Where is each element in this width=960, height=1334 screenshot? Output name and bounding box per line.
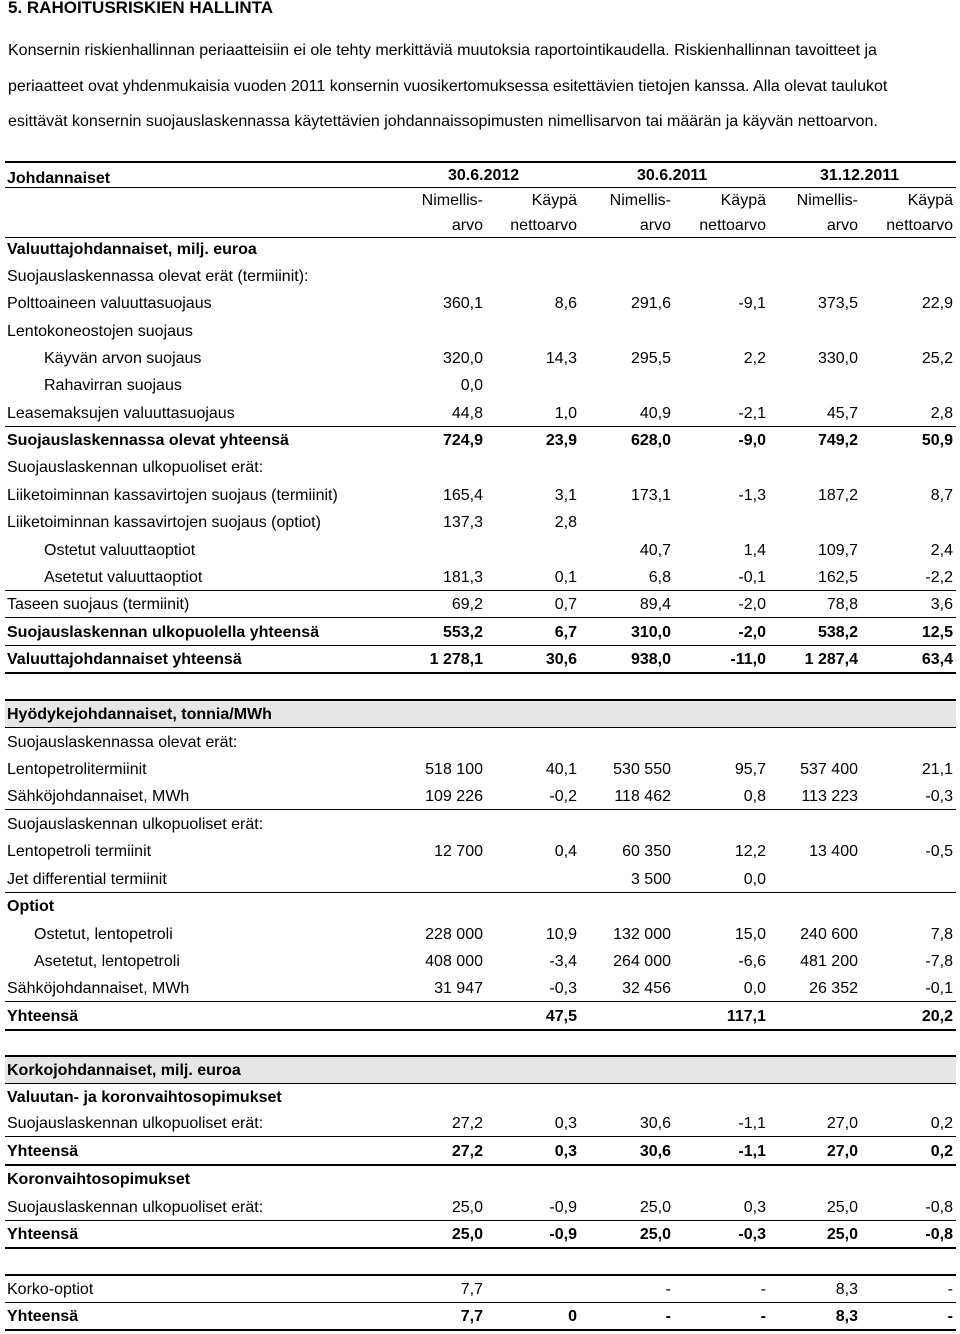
row-value: 295,5	[630, 350, 671, 367]
row-value: 3,1	[554, 487, 577, 504]
header-subtitle: Käypä	[907, 192, 953, 209]
table-row	[0, 921, 960, 948]
row-value: 25,0	[826, 1226, 858, 1243]
row-value: -0,3	[925, 788, 953, 805]
row-value: 1,0	[554, 405, 577, 422]
row-value: 3,6	[930, 596, 953, 613]
row-value: 6,8	[648, 569, 671, 586]
table-row	[0, 756, 960, 783]
row-value: 30,6	[639, 1143, 671, 1160]
row-label: Jet differential termiinit	[7, 871, 167, 888]
row-label: Rahavirran suojaus	[44, 377, 182, 394]
row-value: 0,3	[554, 1115, 577, 1132]
table-row	[0, 591, 960, 618]
row-value: 12 700	[434, 843, 483, 860]
row-value: 7,7	[460, 1281, 483, 1298]
header-subtitle: arvo	[826, 217, 858, 234]
row-value: 530 550	[613, 761, 671, 778]
row-label: Lentokoneostojen suojaus	[7, 323, 193, 340]
row-value: 165,4	[442, 487, 483, 504]
row-label: Koronvaihtosopimukset	[7, 1171, 191, 1188]
row-value: 27,2	[451, 1143, 483, 1160]
row-value: 553,2	[442, 624, 483, 641]
intro-line: Konsernin riskienhallinnan periaatteisiin ei ole tehty merkittäviä muutoksia raportointikaudella. Riskienhallinnan tavoitteet ja	[8, 42, 877, 59]
row-value: 50,9	[921, 432, 953, 449]
row-label: Optiot	[7, 898, 55, 915]
row-label: Suojauslaskennan ulkopuoliset erät:	[7, 816, 264, 833]
row-value: 22,9	[921, 295, 953, 312]
row-value: 109 226	[425, 788, 483, 805]
row-value: 25,0	[451, 1199, 483, 1216]
row-value: -0,8	[925, 1226, 953, 1243]
row-value: 1,4	[743, 542, 766, 559]
table-row	[0, 1221, 960, 1248]
row-value: -0,3	[549, 980, 577, 997]
table-row	[0, 866, 960, 893]
row-value: 25,0	[451, 1226, 483, 1243]
row-value: -	[665, 1308, 671, 1325]
row-value: 27,0	[826, 1115, 858, 1132]
table-row	[0, 318, 960, 345]
row-value: 1 278,1	[429, 651, 483, 668]
row-value: 40,1	[545, 761, 577, 778]
table-row	[0, 427, 960, 454]
row-value: -0,2	[549, 788, 577, 805]
table-row	[0, 372, 960, 399]
row-value: 3 500	[630, 871, 671, 888]
table-row	[0, 1166, 960, 1193]
row-value: -2,2	[925, 569, 953, 586]
row-value: 118 462	[614, 788, 671, 805]
row-value: 0,3	[554, 1143, 577, 1160]
table-rule	[5, 809, 956, 810]
section-heading	[0, 236, 960, 263]
row-value: 481 200	[800, 953, 858, 970]
row-value: 109,7	[817, 542, 858, 559]
row-label: Yhteensä	[7, 1008, 79, 1025]
header-subtitle: Nimellis-	[421, 192, 483, 209]
table-row	[0, 509, 960, 536]
row-value: 173,1	[630, 487, 671, 504]
table-row	[0, 811, 960, 838]
table-rule	[5, 1274, 956, 1276]
row-value: 2,2	[743, 350, 766, 367]
row-label: Liiketoiminnan kassavirtojen suojaus (optiot)	[7, 514, 321, 531]
row-value: 63,4	[921, 651, 953, 668]
row-label: Korko-optiot	[7, 1281, 94, 1298]
table-row	[0, 400, 960, 427]
row-value: 2,8	[554, 514, 577, 531]
table-rule	[5, 617, 956, 618]
row-value: 291,6	[630, 295, 671, 312]
row-label: Suojauslaskennan ulkopuoliset erät:	[7, 1199, 264, 1216]
row-value: 26 352	[809, 980, 858, 997]
table-row	[0, 1303, 960, 1330]
row-value: -1,1	[738, 1143, 766, 1160]
row-value: 938,0	[630, 651, 671, 668]
table-row	[0, 646, 960, 673]
row-label: Lentopetrolitermiinit	[7, 761, 147, 778]
table-row	[0, 454, 960, 481]
row-value: 10,9	[545, 926, 577, 943]
row-value: 724,9	[442, 432, 483, 449]
row-value: 162,5	[817, 569, 858, 586]
table-rule	[5, 727, 956, 728]
row-value: 0,0	[743, 980, 766, 997]
table-row	[0, 345, 960, 372]
row-label: Lentopetroli termiinit	[7, 843, 152, 860]
row-value: 181,3	[442, 569, 483, 586]
row-value: 0,7	[554, 596, 577, 613]
row-label: Suojauslaskennassa olevat erät:	[7, 734, 238, 751]
row-label: Valuuttajohdannaiset yhteensä	[7, 651, 242, 668]
row-value: 373,5	[817, 295, 858, 312]
row-label: Suojauslaskennassa olevat erät (termiinit):	[7, 268, 309, 285]
table-row	[0, 1276, 960, 1303]
table-row	[0, 1003, 960, 1030]
row-value: 78,8	[826, 596, 858, 613]
row-value: -	[947, 1308, 953, 1325]
row-value: 89,4	[639, 596, 671, 613]
row-value: -9,1	[738, 295, 766, 312]
header-subtitle: arvo	[451, 217, 483, 234]
row-value: -1,3	[738, 487, 766, 504]
row-value: 628,0	[630, 432, 671, 449]
row-value: 25,0	[826, 1199, 858, 1216]
row-value: 25,2	[921, 350, 953, 367]
header-subtitle: nettoarvo	[886, 217, 953, 234]
table-row	[0, 482, 960, 509]
table-row	[0, 537, 960, 564]
row-value: -0,5	[925, 843, 953, 860]
row-label: Sähköjohdannaiset, MWh	[7, 788, 190, 805]
row-value: 0,8	[743, 788, 766, 805]
row-label: Valuutan- ja koronvaihtosopimukset	[7, 1089, 282, 1106]
table-rule	[5, 1029, 956, 1031]
row-value: 47,5	[545, 1008, 577, 1025]
row-value: 12,5	[921, 624, 953, 641]
row-value: 30,6	[639, 1115, 671, 1132]
row-value: 0,2	[930, 1115, 953, 1132]
row-value: 360,1	[442, 295, 483, 312]
row-label: Sähköjohdannaiset, MWh	[7, 980, 190, 997]
table-row	[0, 975, 960, 1002]
row-value: -1,1	[738, 1115, 766, 1132]
row-value: 518 100	[425, 761, 483, 778]
row-label: Ostetut valuuttaoptiot	[44, 542, 196, 559]
row-label: Taseen suojaus (termiinit)	[7, 596, 190, 613]
table-rule	[5, 1329, 956, 1331]
row-value: 23,9	[545, 432, 577, 449]
row-value: 8,7	[930, 487, 953, 504]
row-value: 40,7	[639, 542, 671, 559]
row-value: 8,3	[835, 1281, 858, 1298]
row-value: 537 400	[800, 761, 858, 778]
table-row	[0, 893, 960, 920]
row-value: 538,2	[817, 624, 858, 641]
row-value: 40,9	[639, 405, 671, 422]
row-value: 95,7	[734, 761, 766, 778]
row-label: Suojauslaskennan ulkopuoliset erät:	[7, 459, 264, 476]
row-value: 14,3	[545, 350, 577, 367]
row-label: Yhteensä	[7, 1143, 79, 1160]
row-value: 0,2	[930, 1143, 953, 1160]
row-value: 8,3	[835, 1308, 858, 1325]
table-row	[0, 1138, 960, 1165]
table-row	[0, 619, 960, 646]
row-label: Polttoaineen valuuttasuojaus	[7, 295, 212, 312]
row-label: Suojauslaskennan ulkopuoliset erät:	[7, 1115, 264, 1132]
row-value: 137,3	[442, 514, 483, 531]
row-value: -3,4	[549, 953, 577, 970]
intro-line: esittävät konsernin suojauslaskennassa käytettävien johdannaissopimusten nimellisarvon tai määrän ja käyvän nettoarvon.	[8, 113, 878, 130]
row-value: 0	[568, 1308, 577, 1325]
row-value: 264 000	[613, 953, 671, 970]
row-value: 330,0	[817, 350, 858, 367]
row-value: -9,0	[738, 432, 766, 449]
section-heading-label: Korkojohdannaiset, milj. euroa	[7, 1062, 241, 1079]
row-value: 310,0	[630, 624, 671, 641]
row-value: 240 600	[800, 926, 858, 943]
header-subtitle: Käypä	[720, 192, 766, 209]
row-value: 113 223	[801, 788, 858, 805]
row-label: Suojauslaskennan ulkopuolella yhteensä	[7, 624, 320, 641]
intro-line: periaatteet ovat yhdenmukaisia vuoden 2011 konsernin vuosikertomuksessa esitettävien tietojen kanssa. Alla olevat taulukot	[8, 78, 888, 95]
row-value: 69,2	[451, 596, 483, 613]
row-value: 60 350	[622, 843, 671, 860]
row-value: 21,1	[921, 761, 953, 778]
row-value: 320,0	[442, 350, 483, 367]
header-date-line	[5, 187, 956, 188]
row-label: Liiketoiminnan kassavirtojen suojaus (termiinit)	[7, 487, 338, 504]
table-row	[0, 783, 960, 810]
row-value: 2,8	[930, 405, 953, 422]
row-value: -	[947, 1281, 953, 1298]
row-value: 8,6	[554, 295, 577, 312]
section-heading-label: Valuuttajohdannaiset, milj. euroa	[7, 241, 257, 258]
row-label: Asetetut, lentopetroli	[34, 953, 180, 970]
row-value: -2,0	[738, 624, 766, 641]
row-value: -	[760, 1308, 766, 1325]
header-date: 31.12.2011	[820, 167, 900, 184]
row-value: -11,0	[730, 651, 766, 668]
header-subtitle: Nimellis-	[609, 192, 671, 209]
header-label: Johdannaiset	[7, 170, 111, 187]
row-value: 7,8	[930, 926, 953, 943]
table-row	[0, 948, 960, 975]
row-value: -0,8	[925, 1199, 953, 1216]
row-label: Yhteensä	[7, 1226, 79, 1243]
row-value: 44,8	[451, 405, 483, 422]
row-value: 12,2	[734, 843, 766, 860]
row-value: 228 000	[425, 926, 483, 943]
row-value: 0,0	[460, 377, 483, 394]
row-value: 7,7	[460, 1308, 483, 1325]
table-row	[0, 263, 960, 290]
row-label: Asetetut valuuttaoptiot	[44, 569, 203, 586]
table-row	[0, 1084, 960, 1111]
header-subtitle: nettoarvo	[510, 217, 577, 234]
row-value: 0,0	[743, 871, 766, 888]
table-row	[0, 729, 960, 756]
row-value: 31 947	[434, 980, 483, 997]
table-rule	[5, 1001, 956, 1002]
row-value: 15,0	[734, 926, 766, 943]
table-rule	[5, 1247, 956, 1249]
table-row	[0, 1194, 960, 1221]
row-value: 0,3	[743, 1199, 766, 1216]
row-value: 1 287,4	[804, 651, 858, 668]
row-label: Käyvän arvon suojaus	[44, 350, 202, 367]
row-value: -	[665, 1281, 671, 1298]
row-value: 25,0	[639, 1226, 671, 1243]
row-value: -0,1	[925, 980, 953, 997]
row-value: 0,4	[554, 843, 577, 860]
row-label: Ostetut, lentopetroli	[34, 926, 173, 943]
table-row	[0, 564, 960, 591]
row-value: -0,3	[738, 1226, 766, 1243]
row-value: 27,0	[826, 1143, 858, 1160]
header-subtitle: nettoarvo	[699, 217, 766, 234]
section-title: 5. RAHOITUSRISKIEN HALLINTA	[8, 0, 274, 17]
row-label: Suojauslaskennassa olevat yhteensä	[7, 432, 289, 449]
row-label: Leasemaksujen valuuttasuojaus	[7, 405, 235, 422]
header-subtitle: arvo	[639, 217, 671, 234]
table-rule	[5, 672, 956, 674]
row-value: -2,0	[738, 596, 766, 613]
row-value: 6,7	[554, 624, 577, 641]
row-value: 749,2	[817, 432, 858, 449]
table-rule	[5, 1136, 956, 1137]
header-date: 30.6.2012	[448, 167, 520, 184]
row-value: -7,8	[925, 953, 953, 970]
row-value: -6,6	[738, 953, 766, 970]
row-value: 132 000	[613, 926, 671, 943]
header-subtitle: Nimellis-	[796, 192, 858, 209]
row-value: -0,9	[549, 1226, 577, 1243]
row-value: 187,2	[817, 487, 858, 504]
row-value: 117,1	[726, 1008, 766, 1025]
header-top-line	[5, 161, 956, 163]
row-value: 408 000	[425, 953, 483, 970]
row-value: 30,6	[545, 651, 577, 668]
row-value: 2,4	[930, 542, 953, 559]
table-row	[0, 1110, 960, 1137]
row-value: 25,0	[639, 1199, 671, 1216]
row-value: 13 400	[809, 843, 858, 860]
row-value: 32 456	[622, 980, 671, 997]
table-row	[0, 838, 960, 865]
header-subtitle: Käypä	[531, 192, 577, 209]
row-value: 0,1	[554, 569, 577, 586]
section-heading	[0, 1057, 960, 1084]
table-row	[0, 290, 960, 317]
section-heading	[0, 701, 960, 728]
section-heading-label: Hyödykejohdannaiset, tonnia/MWh	[7, 706, 272, 723]
row-value: 45,7	[826, 405, 858, 422]
row-value: -0,9	[549, 1199, 577, 1216]
row-value: 27,2	[451, 1115, 483, 1132]
row-value: -	[760, 1281, 766, 1298]
header-date: 30.6.2011	[637, 167, 708, 184]
row-value: -0,1	[738, 569, 766, 586]
row-value: 20,2	[921, 1008, 953, 1025]
row-value: -2,1	[738, 405, 766, 422]
row-label: Yhteensä	[7, 1308, 79, 1325]
